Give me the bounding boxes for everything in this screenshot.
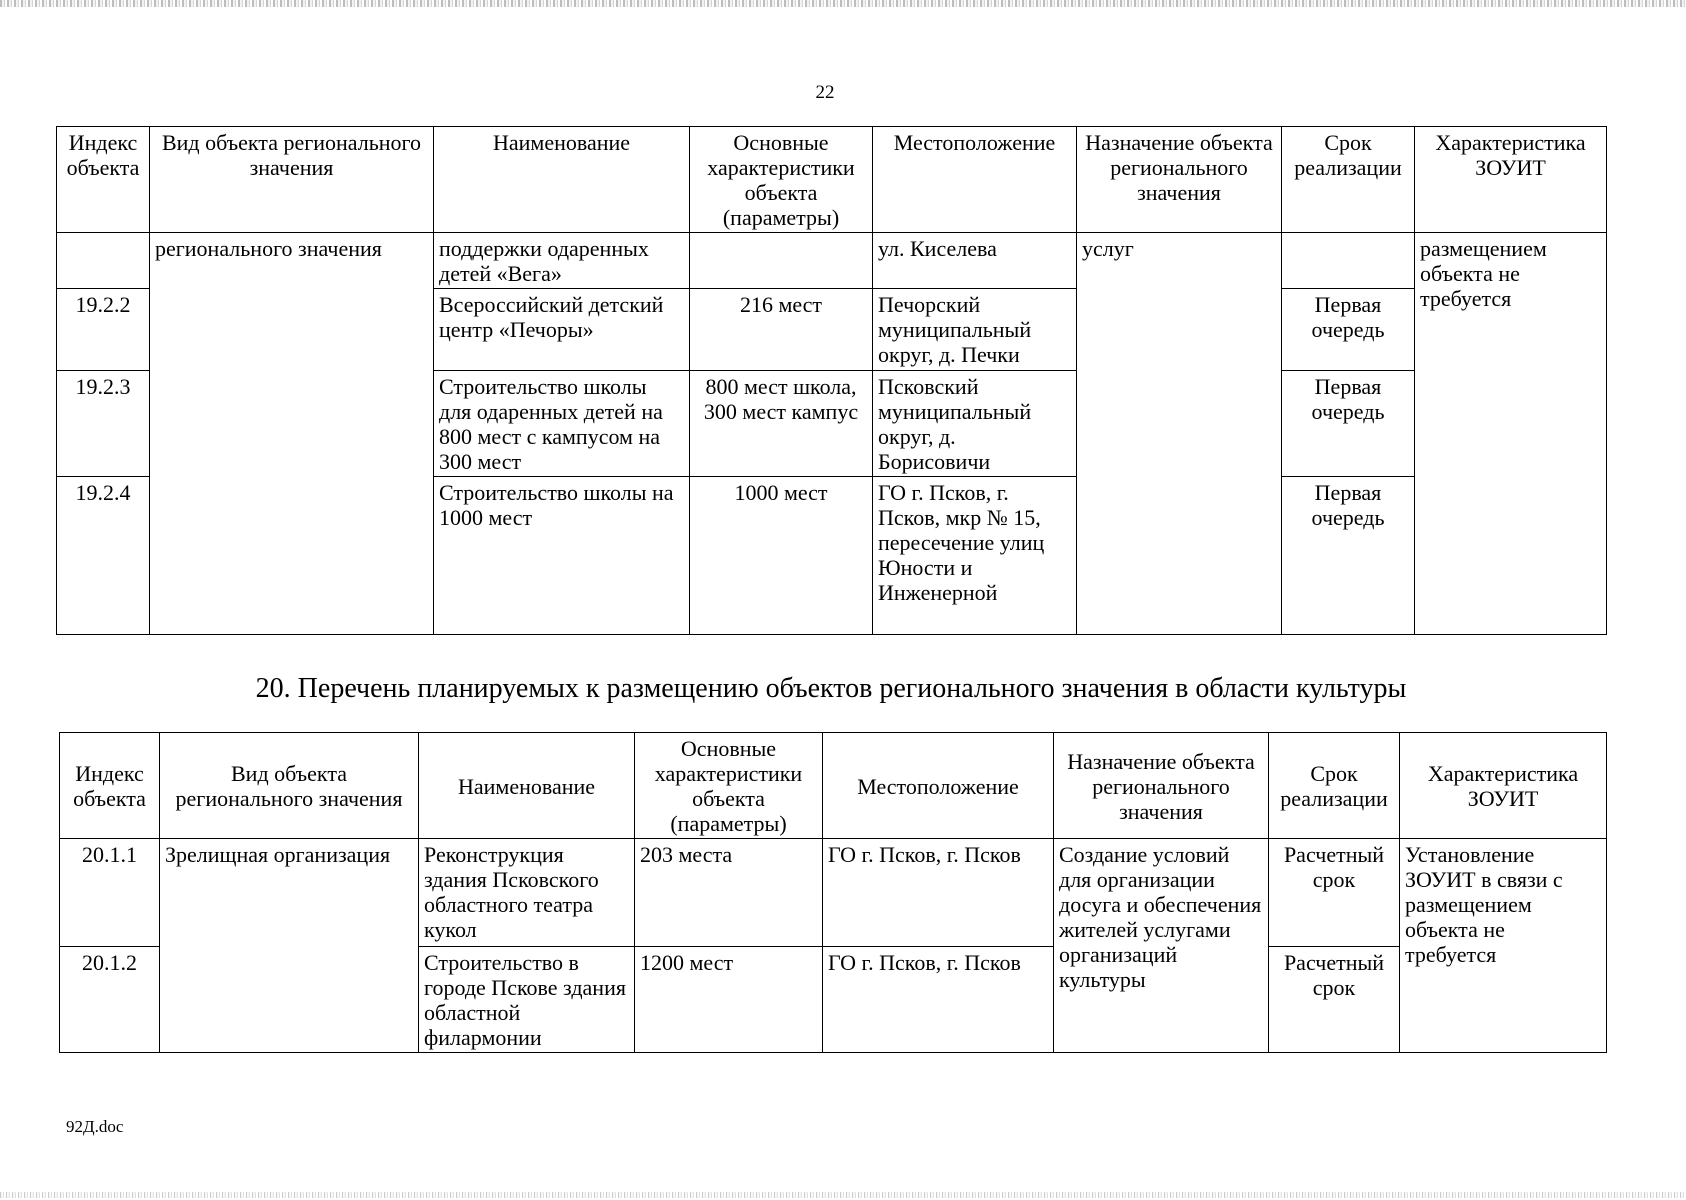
cell-name: Строительство школы на 1000 мест [434,477,690,635]
header-term: Срок реализации [1282,127,1415,233]
cell-name: Реконструкция здания Псковского областного театра кукол [419,839,635,947]
cell-index: 19.2.4 [57,477,150,635]
cell-purpose-merged: услуг [1077,233,1282,635]
cell-index: 19.2.3 [57,371,150,477]
table-header-row [60,733,1607,839]
header-index: Индекс объекта [57,127,150,233]
header-term: Срок реализации [1269,733,1400,839]
cell-kind-merged: регионального значения [150,233,434,635]
footer-file-name: 92Д.doc [66,1117,124,1136]
cell-location: ул. Киселева [873,233,1077,289]
cell-name: Всероссийский детский центр «Печоры» [434,289,690,371]
cell-term [1282,233,1415,289]
header-index: Индекс объекта [60,733,160,839]
cell-index [57,233,150,289]
header-zouit: Характеристика ЗОУИТ [1400,733,1607,839]
cell-index: 20.1.2 [60,947,160,1053]
header-purpose: Назначение объекта регионального значения [1054,733,1269,839]
section-heading: 20. Перечень планируемых к размещению объектов регионального значения в области культуры [255,673,1407,704]
cell-params: 216 мест [690,289,873,371]
cell-kind-merged: Зрелищная организация [160,839,419,1053]
cell-zouit-merged: Установление ЗОУИТ в связи с размещением объекта не требуется [1400,839,1607,1053]
cell-params [690,233,873,289]
cell-index: 20.1.1 [60,839,160,947]
header-name: Наименование [419,733,635,839]
cell-term: Первая очередь [1282,371,1415,477]
header-kind: Вид объекта регионального значения [160,733,419,839]
table-culture [59,732,1607,1053]
table-header-row [57,127,1607,233]
cell-location: ГО г. Псков, г. Псков [823,839,1054,947]
cell-purpose-merged: Создание условий для организации досуга и обеспечения жителей услугами организаций культуры [1054,839,1269,1053]
cell-zouit-merged: размещением объекта не требуется [1415,233,1607,635]
cell-name: Строительство школы для одаренных детей на 800 мест с кампусом на 300 мест [434,371,690,477]
header-kind: Вид объекта регионального значения [150,127,434,233]
header-name: Наименование [434,127,690,233]
cell-params: 800 мест школа, 300 мест кампус [690,371,873,477]
page-number: 22 [815,82,835,103]
cell-location: ГО г. Псков, г. Псков, мкр № 15, пересечение улиц Юности и Инженерной [873,477,1077,635]
table-row [60,839,1607,947]
header-purpose: Назначение объекта регионального значения [1077,127,1282,233]
cell-name: поддержки одаренных детей «Вега» [434,233,690,289]
header-zouit: Характеристика ЗОУИТ [1415,127,1607,233]
table-continuation [56,126,1607,635]
header-params: Основные характеристики объекта (параметры) [635,733,823,839]
cell-term: Первая очередь [1282,477,1415,635]
cell-location: ГО г. Псков, г. Псков [823,947,1054,1053]
table-row [57,233,1607,289]
header-location: Местоположение [873,127,1077,233]
cell-location: Псковский муниципальный округ, д. Борисовичи [873,371,1077,477]
scan-edge-top [0,0,1686,7]
header-location: Местоположение [823,733,1054,839]
cell-index: 19.2.2 [57,289,150,371]
cell-params: 1000 мест [690,477,873,635]
cell-location: Печорский муниципальный округ, д. Печки [873,289,1077,371]
cell-params: 203 места [635,839,823,947]
header-params: Основные характеристики объекта (параметры) [690,127,873,233]
cell-term: Расчетный срок [1269,947,1400,1053]
cell-term: Расчетный срок [1269,839,1400,947]
cell-term: Первая очередь [1282,289,1415,371]
cell-name: Строительство в городе Пскове здания областной филармонии [419,947,635,1053]
scan-edge-bottom [0,1192,1686,1198]
cell-params: 1200 мест [635,947,823,1053]
